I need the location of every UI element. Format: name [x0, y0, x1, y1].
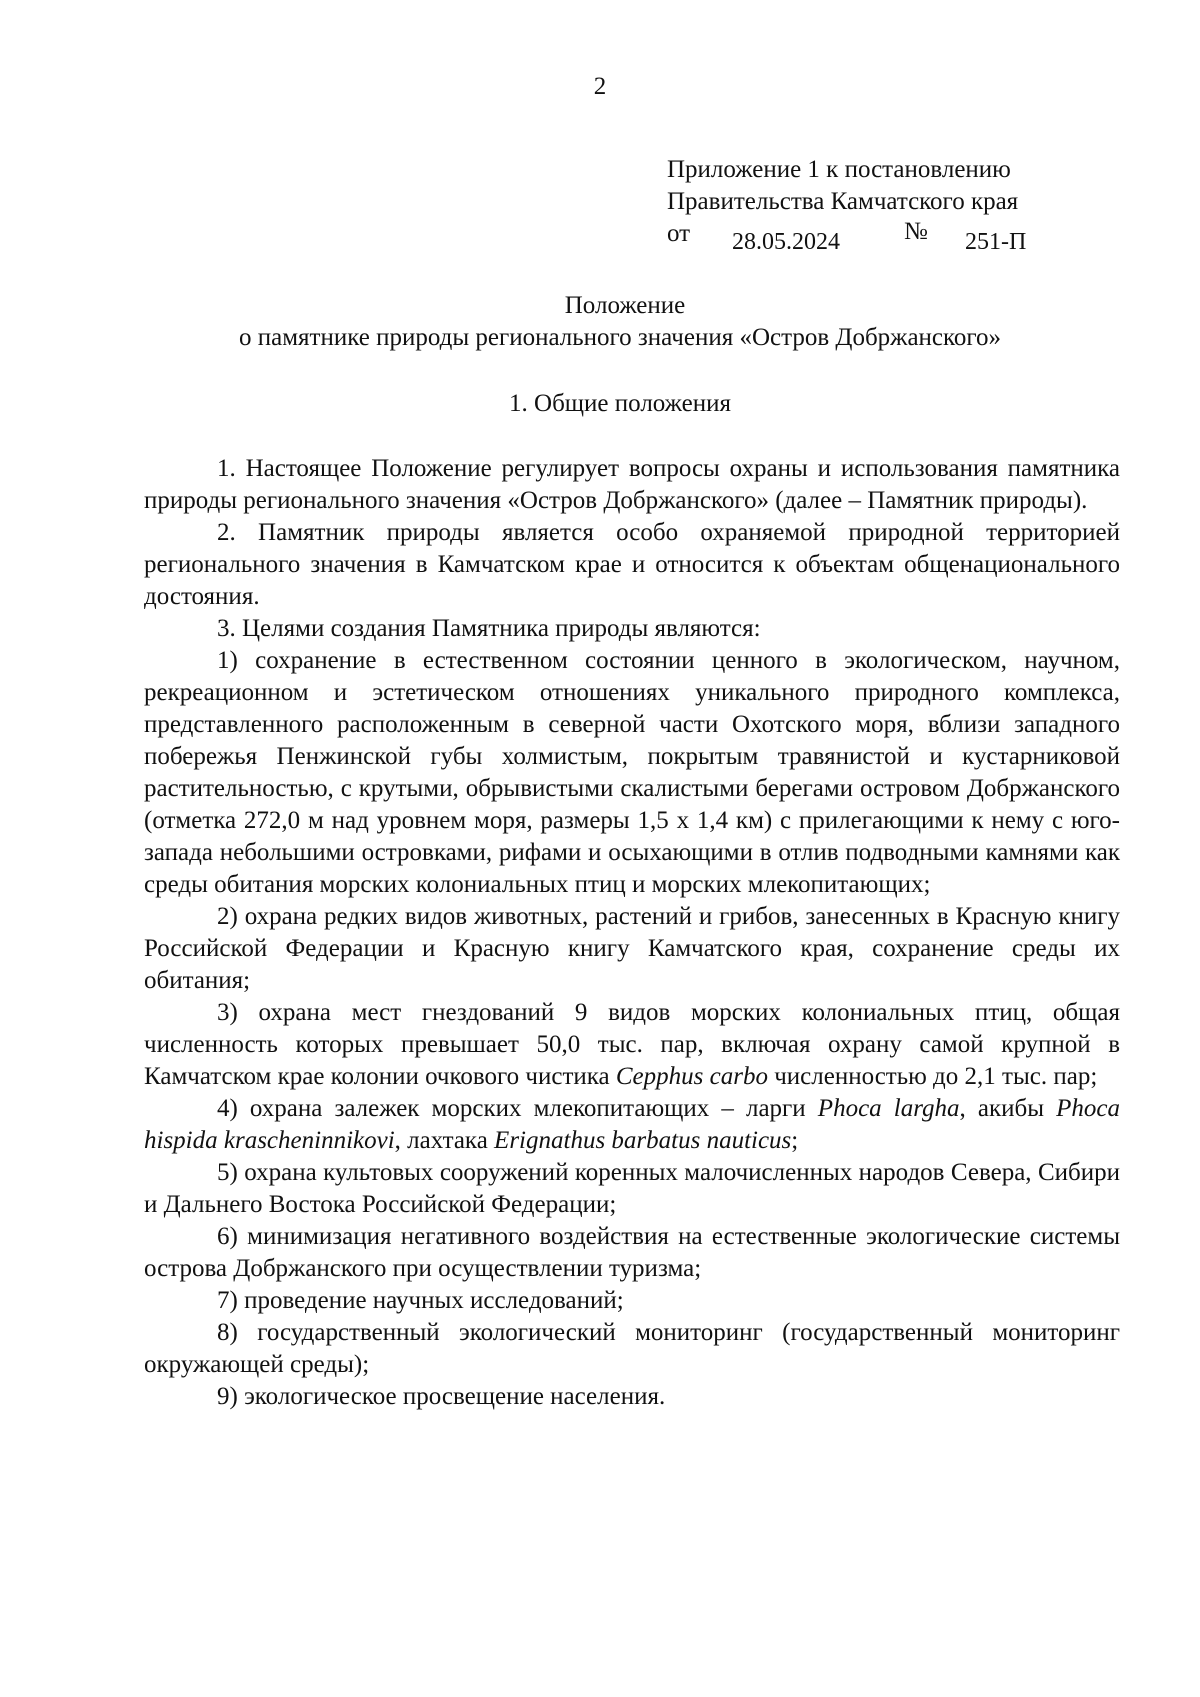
- goal-item-5: 5) охрана культовых сооружений коренных малочисленных народов Севера, Сибири и Дальнего Востока Российской Федерации;: [144, 1159, 1120, 1218]
- appendix-number: 251-П: [965, 229, 1027, 255]
- appendix-ot-label: от: [667, 220, 691, 247]
- appendix-number-sign: №: [904, 218, 928, 245]
- paragraph-3: 3. Целями создания Памятника природы являются:: [217, 615, 761, 642]
- appendix-block: [667, 154, 1147, 256]
- species-name: Phoca largha: [817, 1095, 960, 1122]
- goal-item-3: [144, 997, 1120, 1093]
- goal-item-2: 2) охрана редких видов животных, растений и грибов, занесенных в Красную книгу Российской Федерации и Красную книгу Камчатского края, сохранение среды их обитания;: [144, 903, 1120, 994]
- species-name: Erignathus barbatus nauticus: [494, 1127, 792, 1154]
- goal-item-3-text-a: 3) охрана мест гнездований 9 видов морских колониальных птиц, общая численность которых превышает 50,0 тыс. пар, включая охрану самой крупной в Камчатском крае колонии очкового чистика: [144, 999, 1120, 1090]
- goal-item-8: 8) государственный экологический мониторинг (государственный мониторинг окружающей среды);: [144, 1319, 1120, 1378]
- document-title-line-2: о памятнике природы регионального значения «Остров Добржанского»: [238, 324, 1002, 351]
- appendix-line-1: Приложение 1 к постановлению: [667, 156, 1011, 183]
- document-body: [144, 453, 1120, 1413]
- goal-item-7: 7) проведение научных исследований;: [217, 1287, 624, 1314]
- goal-item-3-text-b: численностью до 2,1 тыс. пар;: [767, 1063, 1098, 1090]
- goal-item-4-text-b: , акибы: [959, 1095, 1057, 1122]
- appendix-date: 28.05.2024: [732, 229, 840, 255]
- paragraph-1: 1. Настоящее Положение регулирует вопросы охраны и использования памятника природы регионального значения «Остров Добржанского» (далее – Памятник природы).: [144, 455, 1120, 514]
- document-title-line-1: Положение: [564, 292, 686, 319]
- appendix-line-2: Правительства Камчатского края: [667, 188, 1019, 215]
- goal-item-4: [144, 1093, 1120, 1157]
- species-name: Phoca hispida kraschenіnnikovi: [144, 1095, 1121, 1154]
- goal-item-9: 9) экологическое просвещение населения.: [217, 1383, 666, 1410]
- document-title: [0, 290, 1200, 354]
- goal-item-4-text-d: ;: [791, 1127, 799, 1154]
- goal-item-6: 6) минимизация негативного воздействия на естественные экологические системы острова Добржанского при осуществлении туризма;: [144, 1223, 1120, 1282]
- goal-item-1: 1) сохранение в естественном состоянии ценного в экологическом, научном, рекреационном и эстетическом отношениях уникального природного комплекса, представленного расположенным в северной части Охотского моря, вблизи западного побережья Пенжинской губы холмистым, покрытым травянистой и кустарниковой растительностью, с крутыми, обрывистыми скалистыми берегами островом Добржанского (отметка 272,0 м над уровнем моря, размеры 1,5 х 1,4 км) с прилегающими к нему с юго-запада небольшими островками, рифами и осыхающими в отлив подводными камнями как среды обитания морских колониальных птиц и морских млекопитающих;: [144, 647, 1120, 898]
- section-heading: 1. Общие положения: [509, 390, 731, 417]
- goal-item-4-text-a: 4) охрана залежек морских млекопитающих – ларги: [217, 1095, 818, 1122]
- page-number: 2: [593, 73, 607, 100]
- paragraph-2: 2. Памятник природы является особо охраняемой природной территорией регионального значения в Камчатском крае и относится к объектам общенационального достояния.: [144, 519, 1120, 610]
- goal-item-4-text-c: , лахтака: [394, 1127, 495, 1154]
- appendix-registration-line: [667, 220, 1147, 256]
- species-name: Cepphus carbo: [615, 1063, 768, 1090]
